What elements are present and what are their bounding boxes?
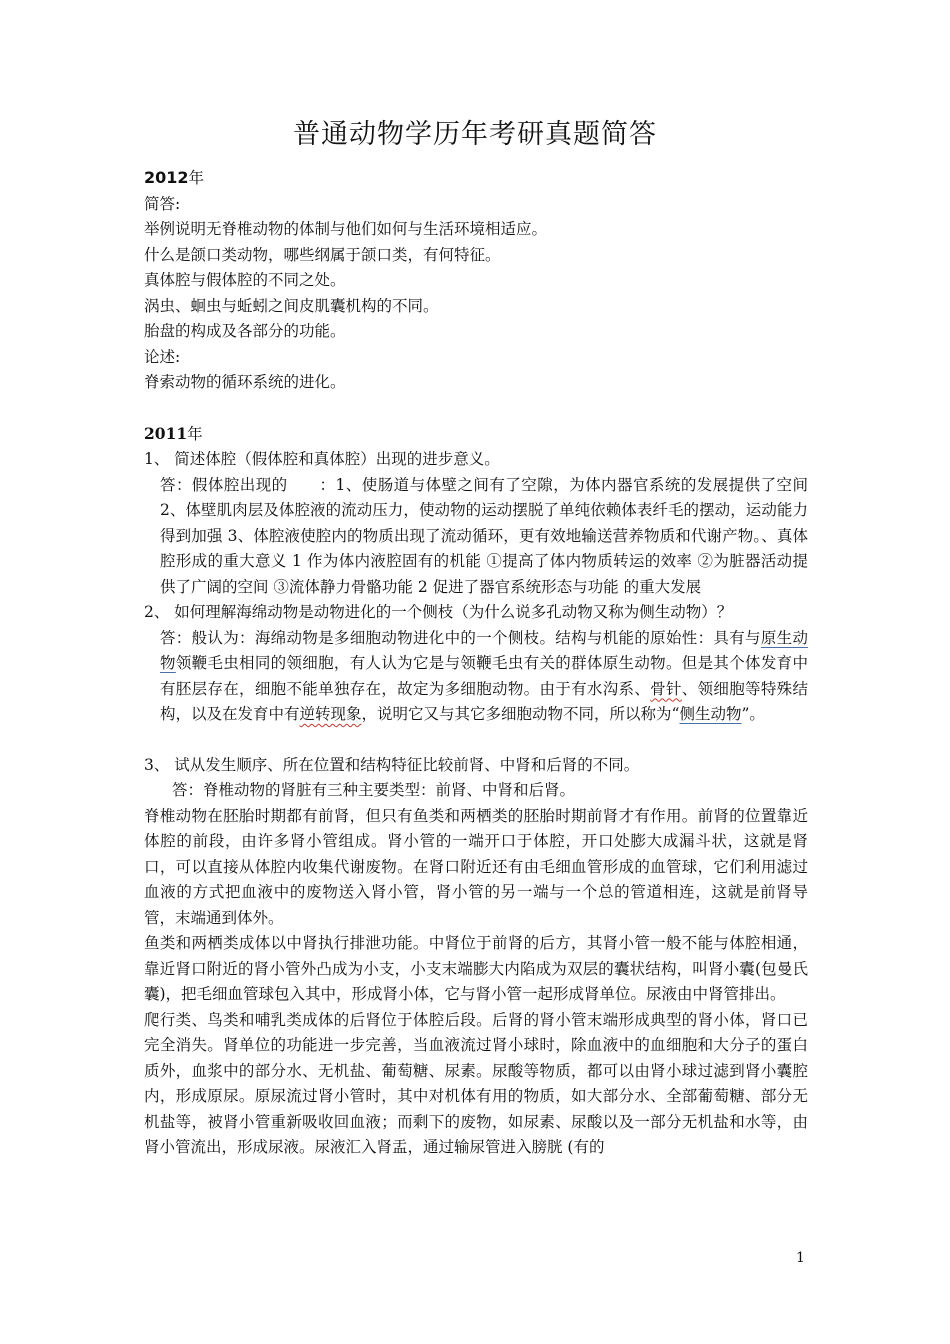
answer-2011-3-para-3: 爬行类、鸟类和哺乳类成体的后肾位于体腔后段。后肾的肾小管末端形成典型的肾小体，肾口已完全消失。肾单位的功能进一步完善，当血液流过肾小球时，除血液中的血细胞和大分子的蛋白质外，血浆中的部分水、无机盐、葡萄糖、尿素。尿酸等物质，都可以由肾小球过滤到肾小囊腔内，形成原尿。原尿流过肾小管时，其中对机体有用的物质，如大部分水、全部葡萄糖、部分无机盐等，被肾小管重新吸收回血液；而剩下的废物，如尿素、尿酸以及一部分无机盐和水等，由肾小管流出，形成尿液。尿液汇入肾盂，通过输尿管进入膀胱 (有的	[144, 1010, 808, 1156]
term-parazoa: 侧生动物	[679, 705, 742, 723]
answer-text: 答：般认为：海绵动物是多细胞动物进化中的一个侧枝。结构与机能的原始性：具有与	[160, 628, 761, 647]
answer-text: 、领细胞等特殊结构，以及在发育中有	[160, 679, 808, 723]
answer-2011-2	[144, 626, 808, 728]
answer-text: ，说明它又与其它多细胞动物不同，所以称为“	[361, 705, 680, 723]
term-spicule: 骨针	[650, 679, 682, 698]
answer-2011-1: 答：假体腔出现的 ：1、使肠道与体壁之间有了空隙，为体内器官系统的发展提供了空间 2、体壁肌肉层及体腔液的流动压力，使动物的运动摆脱了单纯依赖体表纤毛的摆动，运动能力得到加强 3、体腔液使腔内的物质出现了流动循环，更有效地输送营养物质和代谢产物。、真体腔形成的重大意义 1 作为体内液腔固有的机能 ①提高了体内物质转运的效率 ②为脏器活动提供了广阔的空间 ③流体静力骨骼功能 2 促进了器官系统形态与功能 的重大发展	[160, 475, 808, 596]
question-2011-2: 2、 如何理解海绵动物是动物进化的一个侧枝（为什么说多孔动物又称为侧生动物）？	[144, 603, 733, 621]
year-heading-2011	[144, 421, 808, 448]
question-2012-5: 胎盘的构成及各部分的功能。	[144, 322, 346, 340]
page-title: 普通动物学历年考研真题简答	[293, 119, 657, 150]
answer-2011-3-intro: 答：脊椎动物的肾脏有三种主要类型：前肾、中肾和后肾。	[172, 781, 576, 799]
answer-2011-3-para-2: 鱼类和两栖类成体以中肾执行排泄功能。中肾位于前肾的后方，其肾小管一般不能与体腔相通，靠近肾口附近的肾小管外凸成为小支，小支末端膨大内陷成为双层的囊状结构，叫肾小囊(包曼氏囊)，把毛细血管球包入其中，形成肾小体，它与肾小管一起形成肾单位。尿液由中肾管排出。	[144, 934, 808, 1003]
answer-2011-3-para-1: 脊椎动物在胚胎时期都有前肾，但只有鱼类和两栖类的胚胎时期前肾才有作用。前肾的位置靠近体腔的前段，由许多肾小管组成。肾小管的一端开口于体腔，开口处膨大成漏斗状，这就是肾口，可以直接从体腔内收集代谢废物。在肾口附近还有由毛细血管形成的血管球，它们利用滤过血液的方式把血液中的废物送入肾小管，肾小管的另一端与一个总的管道相连，这就是前肾导管，末端通到体外。	[144, 806, 808, 927]
question-2012-4: 涡虫、蛔虫与蚯蚓之间皮肌囊机构的不同。	[144, 296, 439, 315]
question-2012-2: 什么是颌口类动物，哪些纲属于颌口类，有何特征。	[144, 245, 501, 264]
year-number: 2011	[144, 423, 188, 443]
term-protozoa: 原生动物	[160, 628, 808, 672]
year-number: 2012	[144, 168, 189, 187]
essay-label: 论述:	[144, 347, 181, 366]
short-answer-label: 简答:	[144, 194, 181, 213]
year-suffix: 年	[188, 169, 205, 187]
answer-text: ”。	[741, 705, 765, 723]
essay-2012-1: 脊索动物的循环系统的进化。	[144, 373, 346, 391]
question-2011-1: 1、 简述体腔（假体腔和真体腔）出现的进步意义。	[144, 450, 500, 468]
question-2012-3: 真体腔与假体腔的不同之处。	[144, 271, 346, 289]
question-2012-1: 举例说明无脊椎动物的体制与他们如何与生活环境相适应。	[144, 220, 548, 238]
answer-text: 领鞭毛虫相同的领细胞，有人认为它是与领鞭毛虫有关的群体原生动物。但是其个体发育中有胚层存在，细胞不能单独存在，故定为多细胞动物。由于有水沟系、	[160, 654, 808, 698]
term-inversion: 逆转现象	[299, 705, 362, 723]
spacer	[144, 396, 808, 421]
spacer	[144, 728, 808, 753]
year-heading-2012	[144, 164, 808, 192]
year-suffix: 年	[187, 424, 203, 443]
question-2011-3: 3、 试从发生顺序、所在位置和结构特征比较前肾、中肾和后肾的不同。	[144, 755, 640, 774]
document-body	[144, 164, 808, 1161]
page-number: 1	[796, 1250, 805, 1266]
